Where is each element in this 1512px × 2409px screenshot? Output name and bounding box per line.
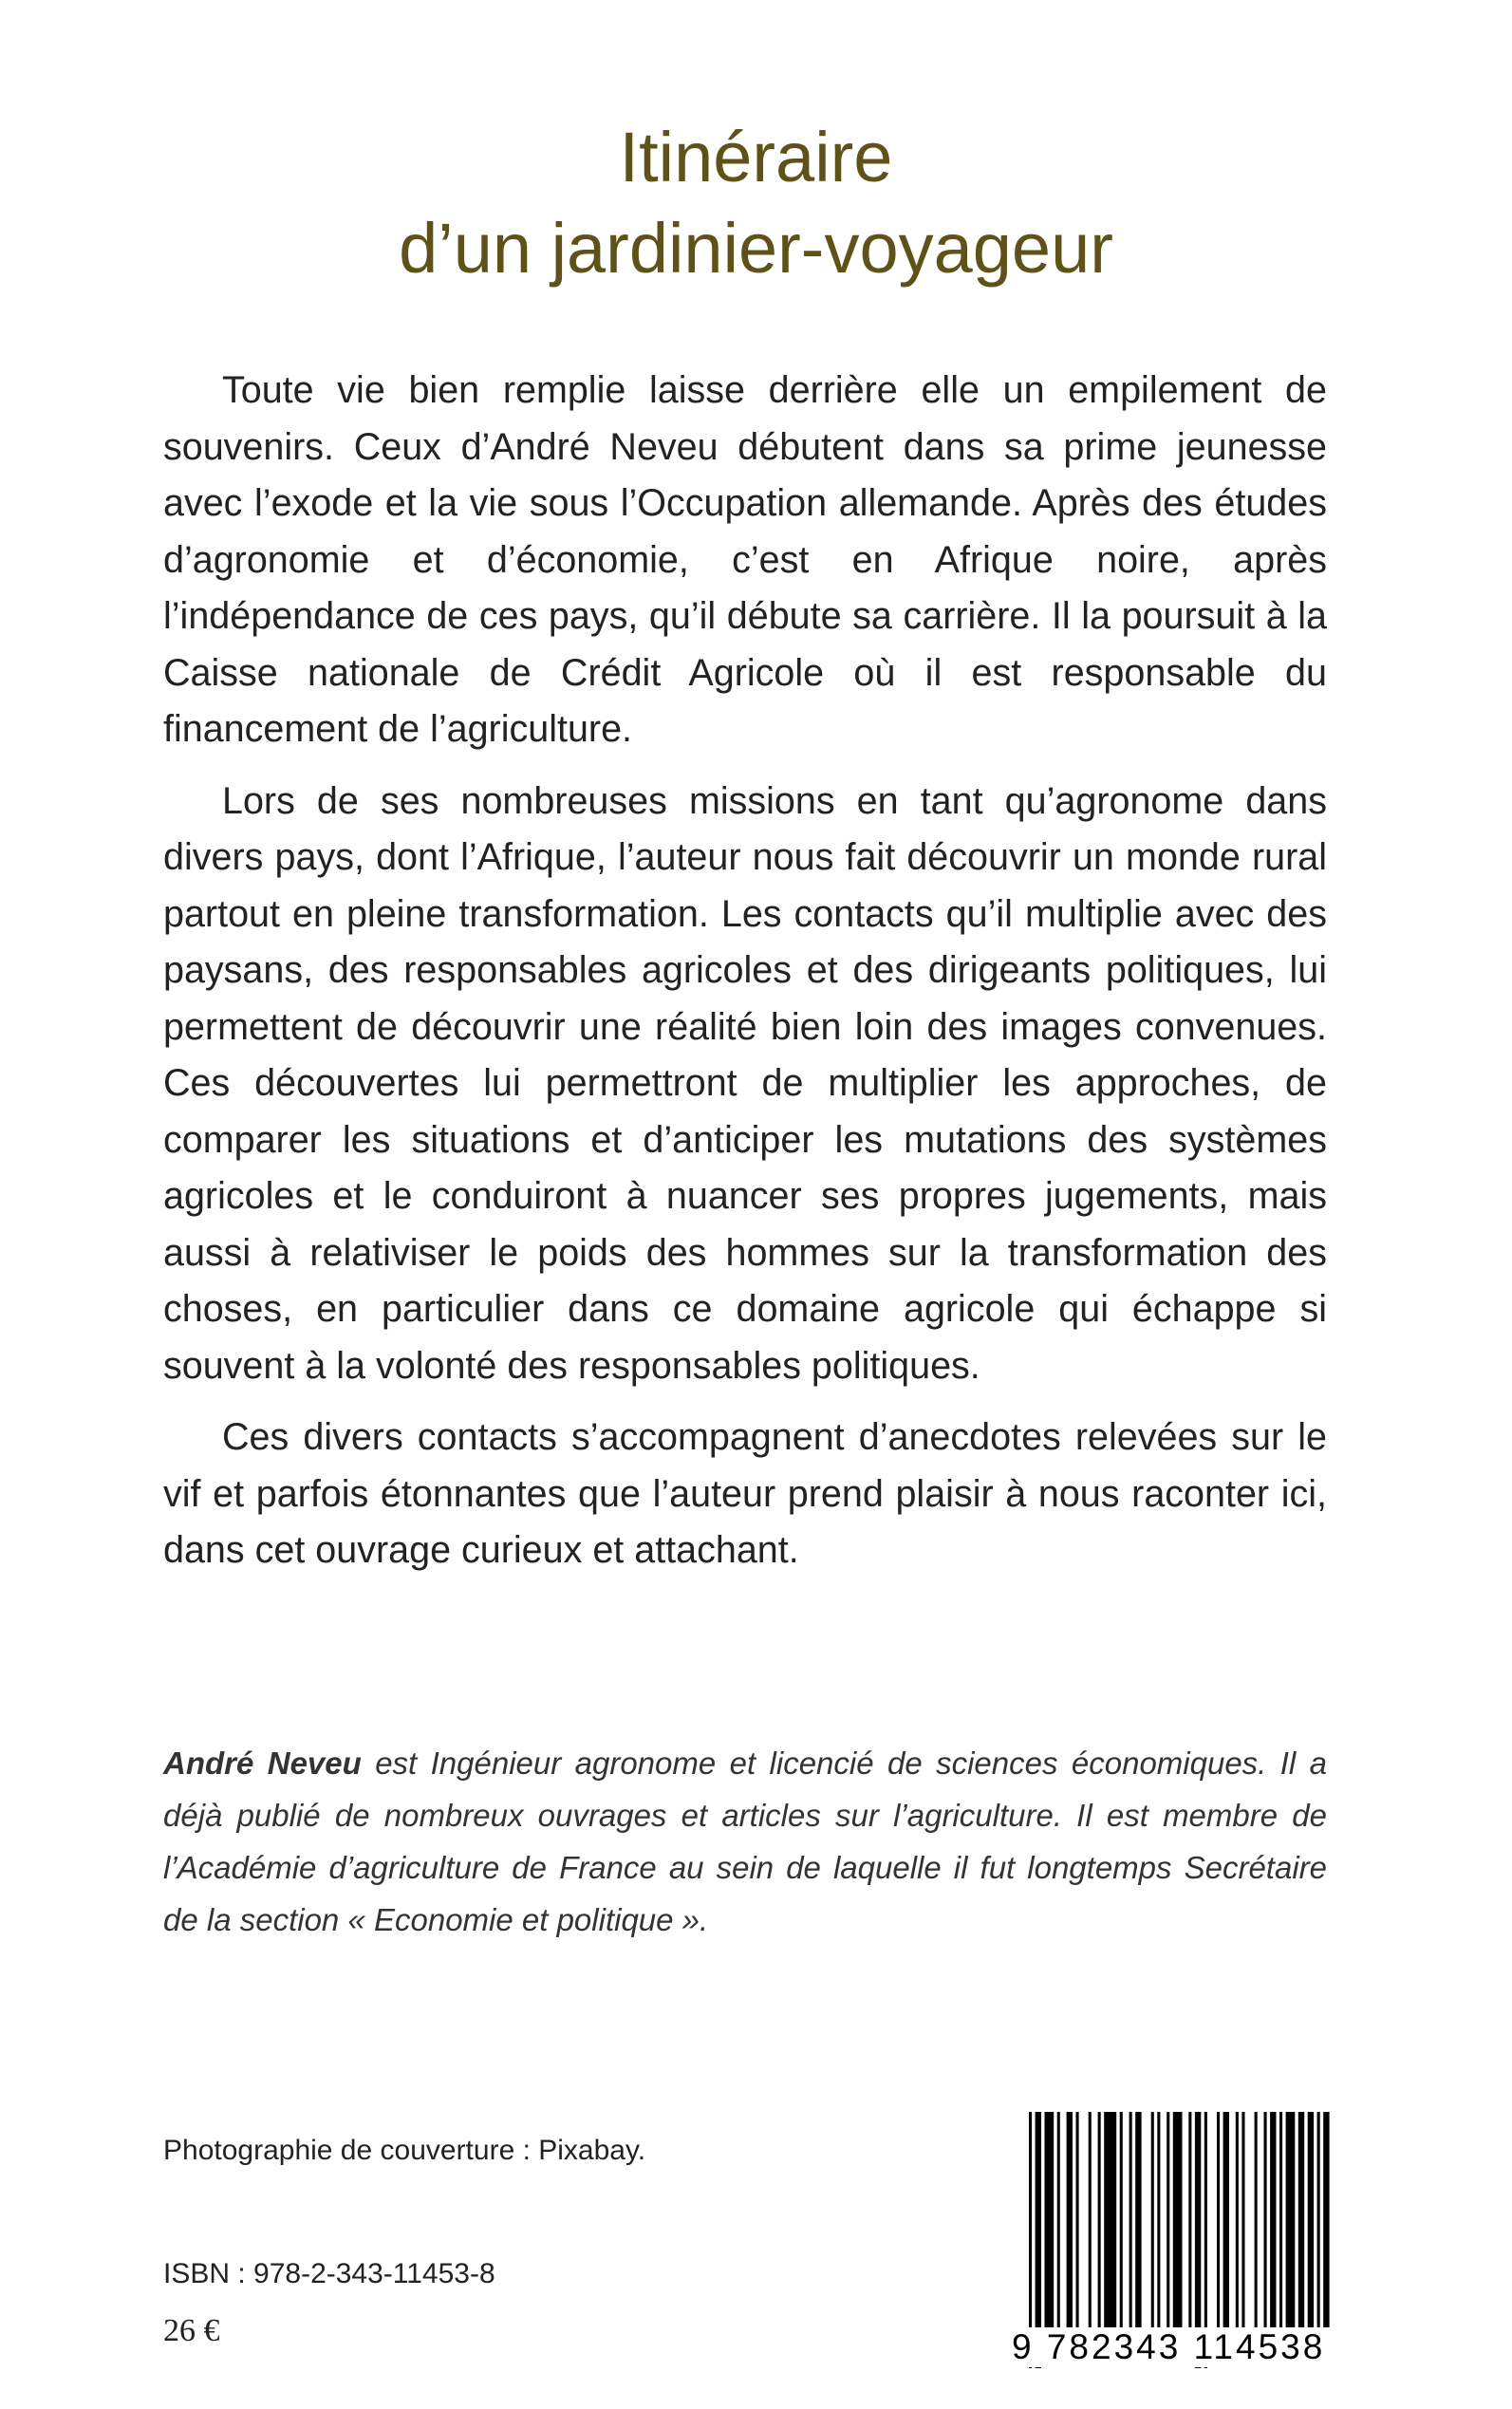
barcode-digits: 9 782343 114538 <box>1012 2327 1335 2367</box>
barcode-bar <box>1317 2112 1320 2328</box>
barcode-bar <box>1188 2112 1191 2328</box>
barcode-bar <box>1217 2112 1220 2328</box>
barcode-bar <box>1098 2112 1101 2328</box>
barcode-bar <box>1241 2112 1244 2328</box>
barcode-bar <box>1286 2112 1296 2328</box>
barcode-bar <box>1104 2112 1116 2328</box>
blurb-paragraph-2: Lors de ses nombreuses missions en tant qu’agronome dans divers pays, dont l’Afrique, l’auteur nous fait découvrir un monde rural partout en pleine transformation. Les contacts qu’il multiplie avec des paysans, des responsables agricoles et des dirigeants politiques, lui permettent de découvrir une réalité bien loin des images convenues. Ces découvertes lui permettront de multiplier les approches, de comparer les situations et d’anticiper les mutations des systèmes agricoles et le conduiront à nuancer ses propres jugements, mais aussi à relativiser le poids des hommes sur la transformation des choses, en particulier dans ce domaine agricole qui échappe si souvent à la volonté des responsables politiques. <box>163 779 1327 1387</box>
barcode-bar <box>1270 2112 1276 2328</box>
barcode-bar <box>1089 2112 1092 2328</box>
blurb-text <box>163 363 1327 1595</box>
barcode-bar <box>1298 2112 1304 2328</box>
photo-credit: Photographie de couverture : Pixabay. <box>163 2135 646 2166</box>
barcode-bar <box>1223 2112 1229 2328</box>
barcode-bar <box>1076 2112 1079 2328</box>
isbn: ISBN : 978-2-343-11453-8 <box>163 2258 495 2289</box>
barcode-bar <box>1264 2112 1267 2328</box>
blurb-paragraph-1: Toute vie bien remplie laisse derrière elle un empilement de souvenirs. Ceux d’André Neveu débutent dans sa prime jeunesse avec l’exode et la vie sous l’Occupation allemande. Après des études d’agronomie et d’économie, c’est en Afrique noire, après l’indépendance de ces pays, qu’il débute sa carrière. Il la poursuit à la Caisse nationale de Crédit Agricole où il est responsable du financement de l’agriculture. <box>163 369 1327 750</box>
barcode-bar <box>1173 2112 1183 2328</box>
barcode-bar <box>1308 2112 1314 2328</box>
barcode-bar <box>1151 2112 1154 2328</box>
author-name: André Neveu <box>163 1746 362 1781</box>
title-line-1: Itinéraire <box>619 118 893 196</box>
title-line-2: d’un jardinier-voyageur <box>399 209 1113 288</box>
barcode-bar <box>1255 2112 1258 2328</box>
barcode-bar <box>1323 2112 1329 2328</box>
author-bio <box>163 1737 1327 1946</box>
barcode-bar <box>1135 2112 1141 2328</box>
book-title <box>0 112 1512 294</box>
barcode-bar <box>1236 2112 1239 2328</box>
author-bio-text: est Ingénieur agronome et licencié de sciences économiques. Il a déjà publié de nombreux ouvrages et articles sur l’agriculture. Il est membre de l’Académie d’agriculture de France au sein de laquelle il fut longtemps Secrétaire de la section « Economie et politique ». <box>163 1746 1327 1937</box>
price: 26 € <box>163 2313 220 2348</box>
barcode-bar <box>1129 2112 1132 2328</box>
barcode-bar <box>1167 2112 1169 2328</box>
barcode-bar <box>1045 2112 1055 2328</box>
barcode-bar <box>1067 2112 1073 2328</box>
barcode-bar <box>1279 2112 1282 2328</box>
blurb-paragraph-3: Ces divers contacts s’accompagnent d’anecdotes relevées sur le vif et parfois étonnantes que l’auteur prend plaisir à nous raconter ici, dans cet ouvrage curieux et attachant. <box>163 1416 1327 1571</box>
barcode-bar <box>1157 2112 1160 2328</box>
barcode-bar <box>1057 2112 1060 2328</box>
barcode-bar <box>1120 2112 1123 2328</box>
